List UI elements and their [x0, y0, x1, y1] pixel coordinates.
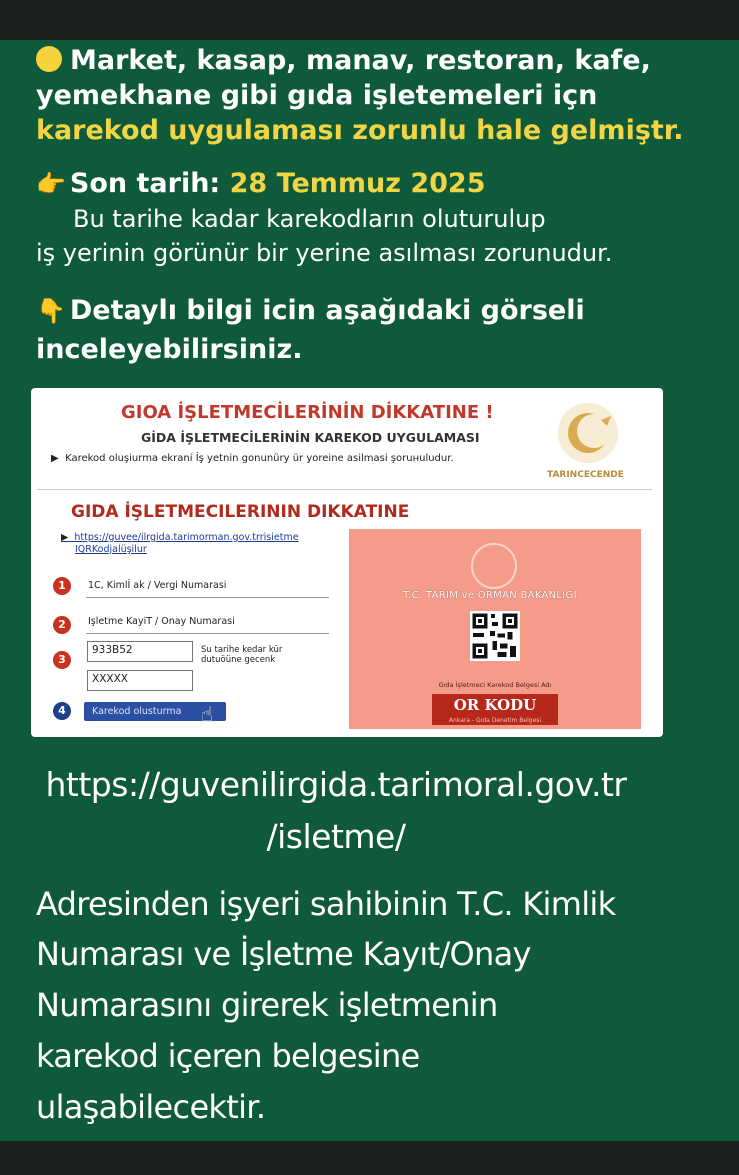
step-1-field[interactable]	[86, 597, 329, 598]
qr-label: OR KODU	[432, 694, 558, 716]
url-line-2[interactable]: /isletme/	[266, 817, 406, 856]
yellow-circle-icon	[36, 46, 62, 72]
step-2-field[interactable]	[86, 633, 329, 634]
step-4-badge: 4	[53, 702, 71, 720]
step-2-label: Işletme KayiT / Onay Numarasi	[88, 616, 235, 627]
outro-line-3: Numarasını girerek işletmenin	[36, 986, 498, 1024]
step-1-badge: 1	[53, 577, 71, 595]
deadline-line-2: Bu tarihe kadar karekodların oluturulup	[73, 205, 546, 233]
pointing-hand-icon: 👉	[36, 170, 66, 198]
card-title: GIOA İŞLETMECİLERİNİN DİKKATINE !	[121, 402, 494, 423]
intro-highlight: karekod uygulaması zorunlu hale gelmiştr.	[36, 115, 684, 146]
outro-line-5: ulaşabilecektir.	[36, 1088, 266, 1126]
create-karekod-button[interactable]: Karekod olusturma	[84, 702, 226, 721]
step-3-input-2[interactable]: XXXXX	[87, 670, 193, 691]
qr-code-icon	[470, 611, 520, 661]
card-subtitle: GİDA İŞLETMECİLERİNİN KAREKOD UYGULAMASI	[141, 430, 480, 445]
logo-label: TARINCECENDE	[547, 470, 624, 480]
ministry-title: T.C. TARIM ve ORMAN BAKANLIGI	[403, 590, 577, 601]
emblem-icon	[471, 543, 517, 589]
intro-line-3	[36, 115, 684, 146]
bottom-bar	[0, 1141, 739, 1175]
certificate-preview	[349, 529, 641, 729]
section-title: GIDA İŞLETMECILERININ DIKKATINE	[71, 502, 410, 522]
card-divider	[37, 489, 652, 490]
deadline-line: 👉 Son tarih: 28 Temmuz 2025	[36, 168, 486, 199]
intro-line-2: yemekhane gibi gıda işletemeleri içn	[36, 80, 598, 111]
step-3-badge: 3	[53, 651, 71, 669]
step-1-label: 1C, Kimlİ ak / Vergi Numarasi	[88, 580, 227, 591]
top-status-bar	[0, 0, 739, 40]
url-line-1[interactable]: https://guvenilirgida.tarimoral.gov.tr	[45, 765, 627, 804]
panel-caption-2: Ankara - Gıda Denetim Belgesi	[432, 716, 558, 725]
step-3-input-1[interactable]: 933B52	[87, 641, 193, 662]
embedded-screenshot	[31, 388, 663, 737]
detail-line-1: 👇 Detaylı bilgi icin aşağıdaki görseli	[36, 295, 585, 326]
card-bullet: ▶ Karekod oluşiurma ekrani İş yetnin gonunüry ür yoreine asilmasi şoruнuludur.	[51, 453, 454, 464]
outro-line-4: karekod içeren belgesine	[36, 1037, 420, 1075]
card-link[interactable]: ▶ https://guvee/ilrgida.tarimorman.gov.trrisietme IQRKodjalüşilur	[61, 532, 299, 555]
step-3-note: Su tarihe kedar kür dutuöüne gecenk	[201, 645, 283, 665]
outro-line-2: Numarası ve İşletme Kayıt/Onay	[36, 935, 531, 973]
deadline-line-3: iş yerinin görünür bir yerine asılması zorunudur.	[36, 239, 613, 267]
panel-caption-1: Gıda İşletmeci Karekod Belgesi Adı	[438, 681, 552, 689]
detail-line-2: inceleyebilirsiniz.	[36, 334, 303, 365]
deadline-date: 28 Temmuz 2025	[229, 168, 486, 199]
outro-line-1: Adresinden işyeri sahibinin T.C. Kimlik	[36, 885, 616, 923]
hand-cursor-icon: ☝	[201, 702, 214, 726]
intro-line-1: Market, kasap, manav, restoran, kafe,	[36, 45, 651, 76]
step-2-badge: 2	[53, 616, 71, 634]
crescent-logo-icon	[553, 398, 623, 468]
pointing-down-hand-icon: 👇	[36, 297, 66, 325]
